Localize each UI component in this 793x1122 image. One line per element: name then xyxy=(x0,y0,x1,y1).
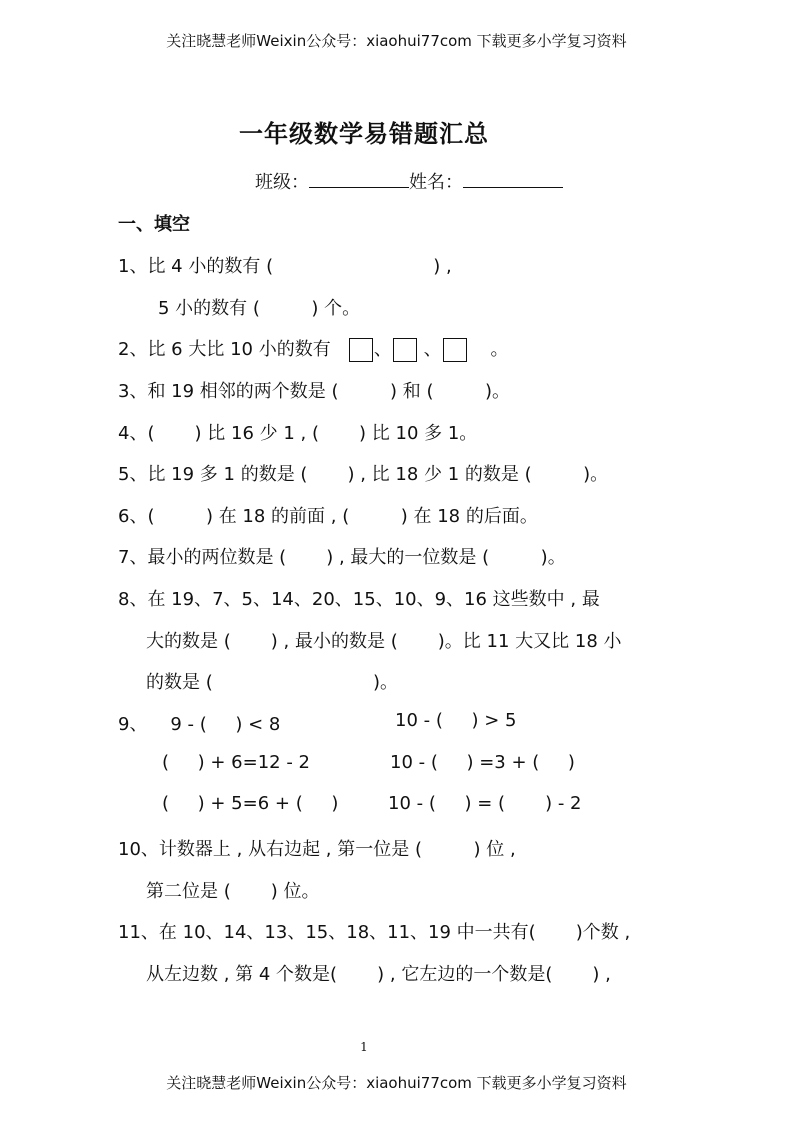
section-heading: 一、填空 xyxy=(118,214,190,235)
question-9-row2-left: ( ) + 6=12 - 2 xyxy=(162,752,311,773)
question-9-row1-left: 9、 9 - ( ) < 8 xyxy=(118,714,281,735)
question-9-row1-right: 10 - ( ) > 5 xyxy=(395,710,517,731)
answer-box xyxy=(443,338,467,362)
name-blank xyxy=(463,169,563,188)
question-8b: 大的数是 ( ) , 最小的数是 ( )。比 11 大又比 18 小 xyxy=(146,631,622,652)
question-3: 3、和 19 相邻的两个数是 ( ) 和 ( )。 xyxy=(118,381,511,402)
question-9-row3-right: 10 - ( ) = ( ) - 2 xyxy=(388,793,582,814)
class-name-line xyxy=(255,168,563,194)
answer-box xyxy=(349,338,373,362)
question-10b: 第二位是 ( ) 位。 xyxy=(146,881,320,902)
question-8c: 的数是 ( )。 xyxy=(146,672,398,693)
page-header: 关注晓慧老师Weixin公众号：xiaohui77com 下载更多小学复习资料 xyxy=(166,32,627,50)
document-title: 一年级数学易错题汇总 xyxy=(239,120,489,148)
question-8a: 8、在 19、7、5、14、20、15、10、9、16 这些数中 , 最 xyxy=(118,589,600,610)
question-11a: 11、在 10、14、13、15、18、11、19 中一共有( )个数 , xyxy=(118,922,631,943)
question-5: 5、比 19 多 1 的数是 ( ) , 比 18 少 1 的数是 ( )。 xyxy=(118,464,609,485)
question-10a: 10、计数器上 , 从右边起 , 第一位是 ( ) 位 , xyxy=(118,839,516,860)
question-11b: 从左边数 , 第 4 个数是( ) , 它左边的一个数是( ) , xyxy=(146,964,611,985)
question-2-end: 。 xyxy=(490,339,509,360)
page-footer: 关注晓慧老师Weixin公众号：xiaohui77com 下载更多小学复习资料 xyxy=(166,1074,627,1092)
question-9-row3-left: ( ) + 5=6 + ( ) xyxy=(162,793,339,814)
question-9-row2-right: 10 - ( ) =3 + ( ) xyxy=(390,752,575,773)
question-6: 6、( ) 在 18 的前面 , ( ) 在 18 的后面。 xyxy=(118,506,538,527)
question-7: 7、最小的两位数是 ( ) , 最大的一位数是 ( )。 xyxy=(118,547,566,568)
class-label: 班级： xyxy=(255,172,309,193)
question-4: 4、( ) 比 16 少 1 , ( ) 比 10 多 1。 xyxy=(118,423,478,444)
question-2-text: 2、比 6 大比 10 小的数有 xyxy=(118,339,331,360)
question-1a: 1、比 4 小的数有 ( ) , xyxy=(118,256,452,277)
class-blank xyxy=(309,169,409,188)
answer-box xyxy=(393,338,417,362)
separator: 、 xyxy=(417,339,442,360)
question-2 xyxy=(118,335,509,362)
question-1b: 5 小的数有 ( ) 个。 xyxy=(158,298,361,319)
separator: 、 xyxy=(373,339,392,360)
page-number: 1 xyxy=(360,1040,368,1054)
name-label: 姓名： xyxy=(409,172,463,193)
